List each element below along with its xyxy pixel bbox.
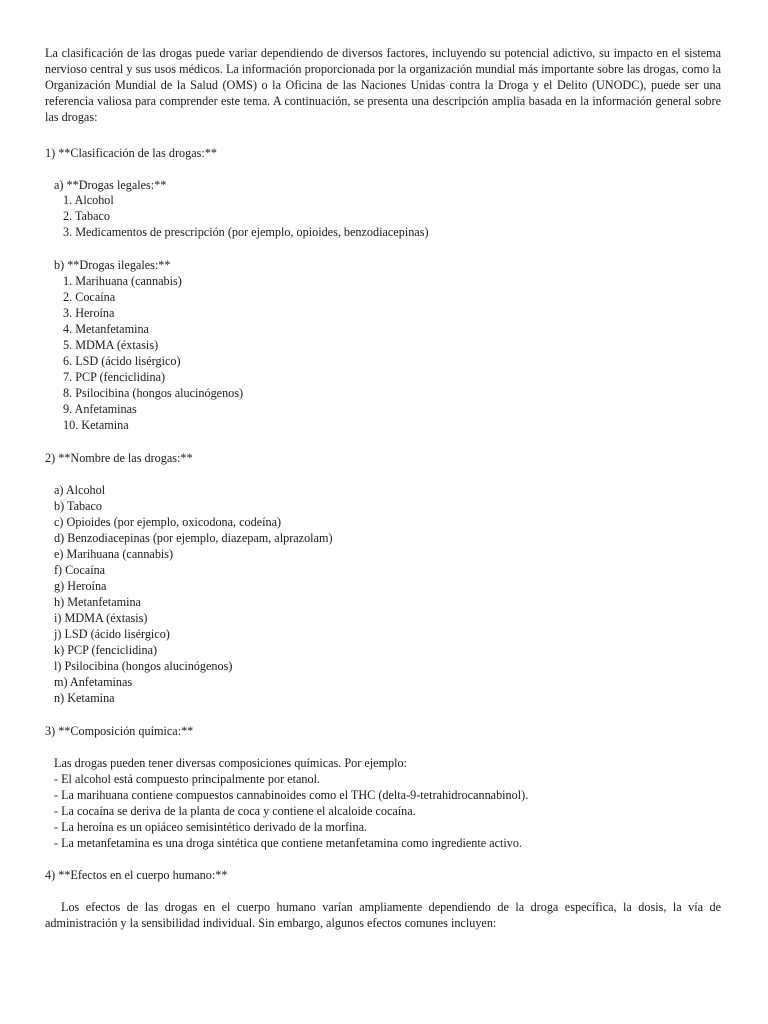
list-item: - La metanfetamina es una droga sintética que contiene metanfetamina como ingrediente activo. — [54, 836, 523, 850]
list-item: b) Tabaco — [54, 499, 102, 513]
section-4-heading: 4) **Efectos en el cuerpo humano:** — [45, 868, 228, 882]
list-item: 1. Marihuana (cannabis) — [63, 274, 182, 288]
list-item: k) PCP (fenciclidina) — [54, 643, 158, 657]
list-item: 2. Cocaína — [63, 290, 116, 304]
illegal-drugs-heading: b) **Drogas ilegales:** — [54, 258, 171, 272]
list-item: 10. Ketamina — [63, 418, 129, 432]
list-item: d) Benzodiacepinas (por ejemplo, diazepam, alprazolam) — [54, 531, 333, 545]
list-item: l) Psilocibina (hongos alucinógenos) — [54, 659, 233, 673]
list-item: 1. Alcohol — [63, 193, 114, 207]
list-item: - La cocaína se deriva de la planta de coca y contiene el alcaloide cocaína. — [54, 804, 416, 818]
list-item: e) Marihuana (cannabis) — [54, 547, 174, 561]
section-3-lead: Las drogas pueden tener diversas composiciones químicas. Por ejemplo: — [54, 756, 408, 770]
list-item: 5. MDMA (éxtasis) — [63, 338, 159, 352]
list-item: n) Ketamina — [54, 691, 115, 705]
list-item: j) LSD (ácido lisérgico) — [54, 627, 170, 641]
section-3-heading: 3) **Composición química:** — [45, 724, 194, 738]
list-item: c) Opioides (por ejemplo, oxicodona, codeína) — [54, 515, 282, 529]
list-item: 4. Metanfetamina — [63, 322, 149, 336]
list-item: i) MDMA (éxtasis) — [54, 611, 148, 625]
legal-drugs-heading: a) **Drogas legales:** — [54, 178, 167, 192]
list-item: 6. LSD (ácido lisérgico) — [63, 354, 181, 368]
list-item: f) Cocaína — [54, 563, 106, 577]
list-item: a) Alcohol — [54, 483, 106, 497]
list-item: 2. Tabaco — [63, 209, 110, 223]
list-item: - La marihuana contiene compuestos cannabinoides como el THC (delta-9-tetrahidrocannabinol). — [54, 788, 529, 802]
list-item: 3. Heroína — [63, 306, 115, 320]
list-item: 8. Psilocibina (hongos alucinógenos) — [63, 386, 244, 400]
list-item: g) Heroína — [54, 579, 107, 593]
list-item: 9. Anfetaminas — [63, 402, 137, 416]
effects-paragraph: Los efectos de las drogas en el cuerpo humano varían ampliamente dependiendo de la droga específica, la dosis, la vía de administración y la sensibilidad individual. Sin embargo, algunos efectos comunes incluyen: — [45, 900, 721, 930]
intro-paragraph: La clasificación de las drogas puede variar dependiendo de diversos factores, incluyendo su potencial adictivo, su impacto en el sistema nervioso central y sus usos médicos. La información proporcionada por la organización mundial más importante sobre las drogas, como la Organización Mundial de la Salud (OMS) o la Oficina de las Naciones Unidas contra la Droga y el Delito (UNODC), puede ser una referencia valiosa para comprender este tema. A continuación, se presenta una descripción amplia basada en la información general sobre las drogas: — [45, 46, 721, 124]
list-item: 7. PCP (fenciclidina) — [63, 370, 166, 384]
list-item: - La heroína es un opiáceo semisintético derivado de la morfina. — [54, 820, 368, 834]
section-2-heading: 2) **Nombre de las drogas:** — [45, 451, 193, 465]
list-item: h) Metanfetamina — [54, 595, 141, 609]
list-item: m) Anfetaminas — [54, 675, 133, 689]
section-1-heading: 1) **Clasificación de las drogas:** — [45, 146, 217, 160]
list-item: - El alcohol está compuesto principalmente por etanol. — [54, 772, 321, 786]
list-item: 3. Medicamentos de prescripción (por ejemplo, opioides, benzodiacepinas) — [63, 225, 429, 239]
